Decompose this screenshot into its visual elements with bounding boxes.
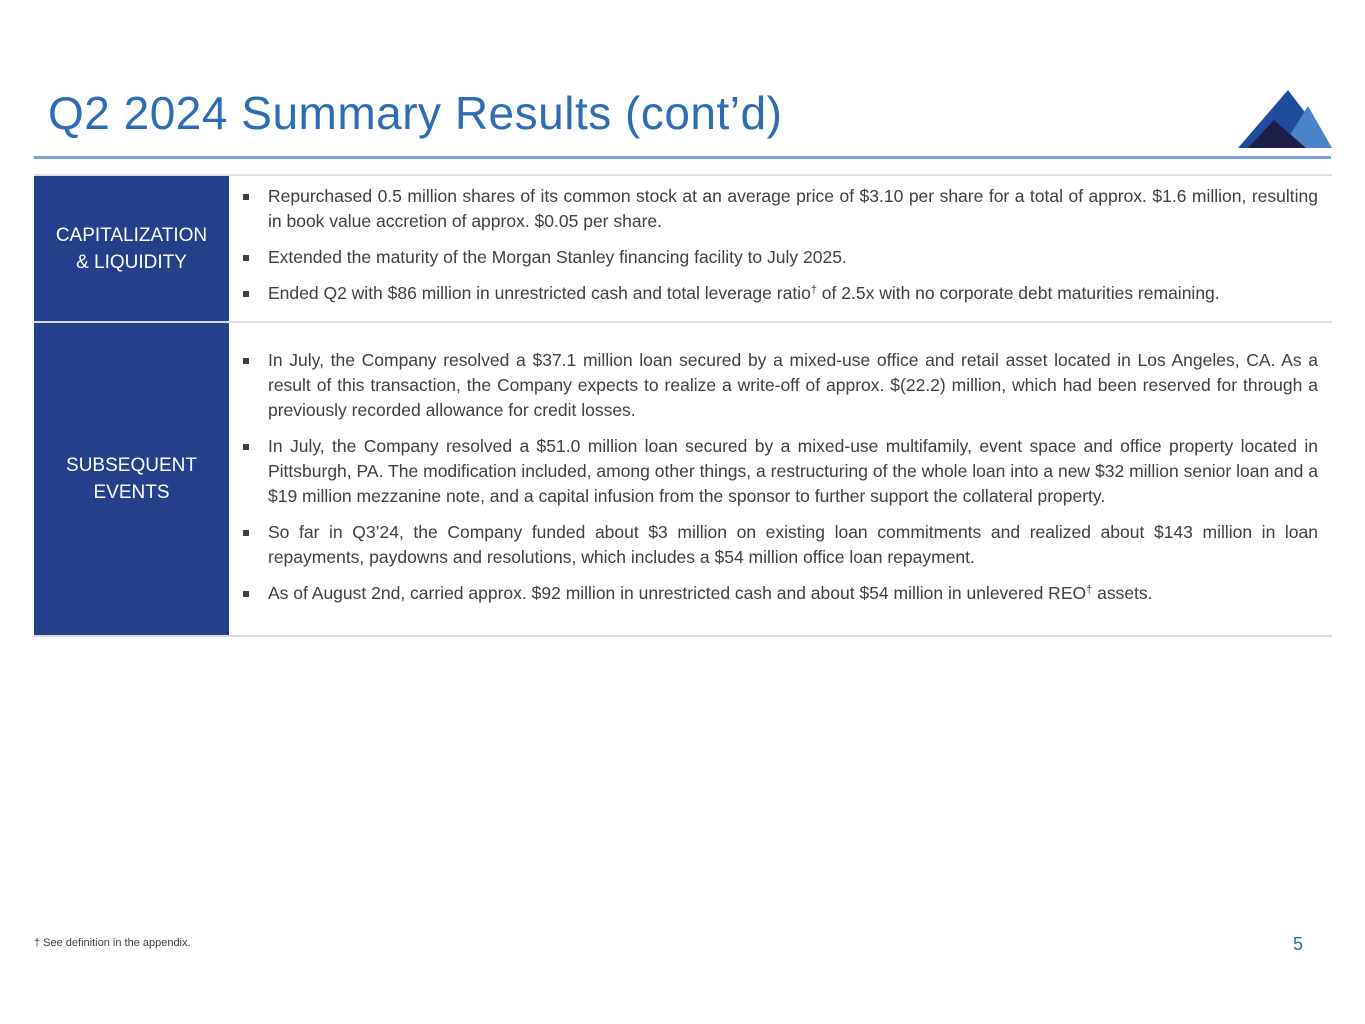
section-subsequent-events bbox=[34, 323, 1332, 637]
section-heading-line: SUBSEQUENT bbox=[66, 455, 197, 476]
footnote: † See definition in the appendix. bbox=[34, 937, 191, 949]
dagger-footnote-marker: † bbox=[810, 284, 817, 296]
slide-title: Q2 2024 Summary Results (cont’d) bbox=[48, 87, 783, 139]
bullet-item: Extended the maturity of the Morgan Stanley financing facility to July 2025. bbox=[243, 245, 1318, 270]
title-divider bbox=[34, 156, 1331, 159]
summary-table bbox=[34, 174, 1332, 637]
bullet-text: of 2.5x with no corporate debt maturities remaining. bbox=[816, 283, 1220, 303]
bullet-item: Repurchased 0.5 million shares of its common stock at an average price of $3.10 per share for a total of approx. $1.6 million, resulting in book value accretion of approx. $0.05 per share. bbox=[243, 184, 1318, 234]
section-capitalization-liquidity bbox=[34, 174, 1332, 323]
dagger-footnote-marker: † bbox=[1086, 584, 1093, 596]
section-heading bbox=[34, 323, 229, 635]
bullet-text: Ended Q2 with $86 million in unrestricted cash and total leverage ratio bbox=[268, 283, 811, 303]
bullet-text: As of August 2nd, carried approx. $92 million in unrestricted cash and about $54 million in unlevered REO bbox=[268, 583, 1087, 603]
bullet-item bbox=[243, 281, 1318, 306]
section-heading-line: EVENTS bbox=[93, 482, 170, 503]
page-number: 5 bbox=[1293, 934, 1304, 954]
section-body bbox=[229, 176, 1332, 321]
section-heading-line: CAPITALIZATION bbox=[55, 224, 208, 246]
bullet-item: So far in Q3’24, the Company funded about $3 million on existing loan commitments and realized about $143 million in loan repayments, paydowns and resolutions, which includes a $54 million office loan repayment. bbox=[243, 520, 1318, 570]
section-heading bbox=[34, 176, 229, 321]
section-heading-line: & LIQUIDITY bbox=[76, 251, 187, 273]
bullet-item: In July, the Company resolved a $51.0 million loan secured by a mixed-use multifamily, event space and office property located in Pittsburgh, PA. The modification included, among other things, a restructuring of the whole loan into a new $32 million senior loan and a $19 million mezzanine note, and a capital infusion from the sponsor to further support the collateral property. bbox=[243, 434, 1318, 509]
bullet-item bbox=[243, 581, 1318, 606]
section-body bbox=[229, 323, 1332, 635]
mountain-logo-icon bbox=[1236, 88, 1332, 148]
bullet-item: In July, the Company resolved a $37.1 million loan secured by a mixed-use office and retail asset located in Los Angeles, CA. As a result of this transaction, the Company expects to realize a write-off of approx. $(22.2) million, which had been reserved for through a previously recorded allowance for credit losses. bbox=[243, 348, 1318, 423]
bullet-text: assets. bbox=[1092, 583, 1153, 603]
